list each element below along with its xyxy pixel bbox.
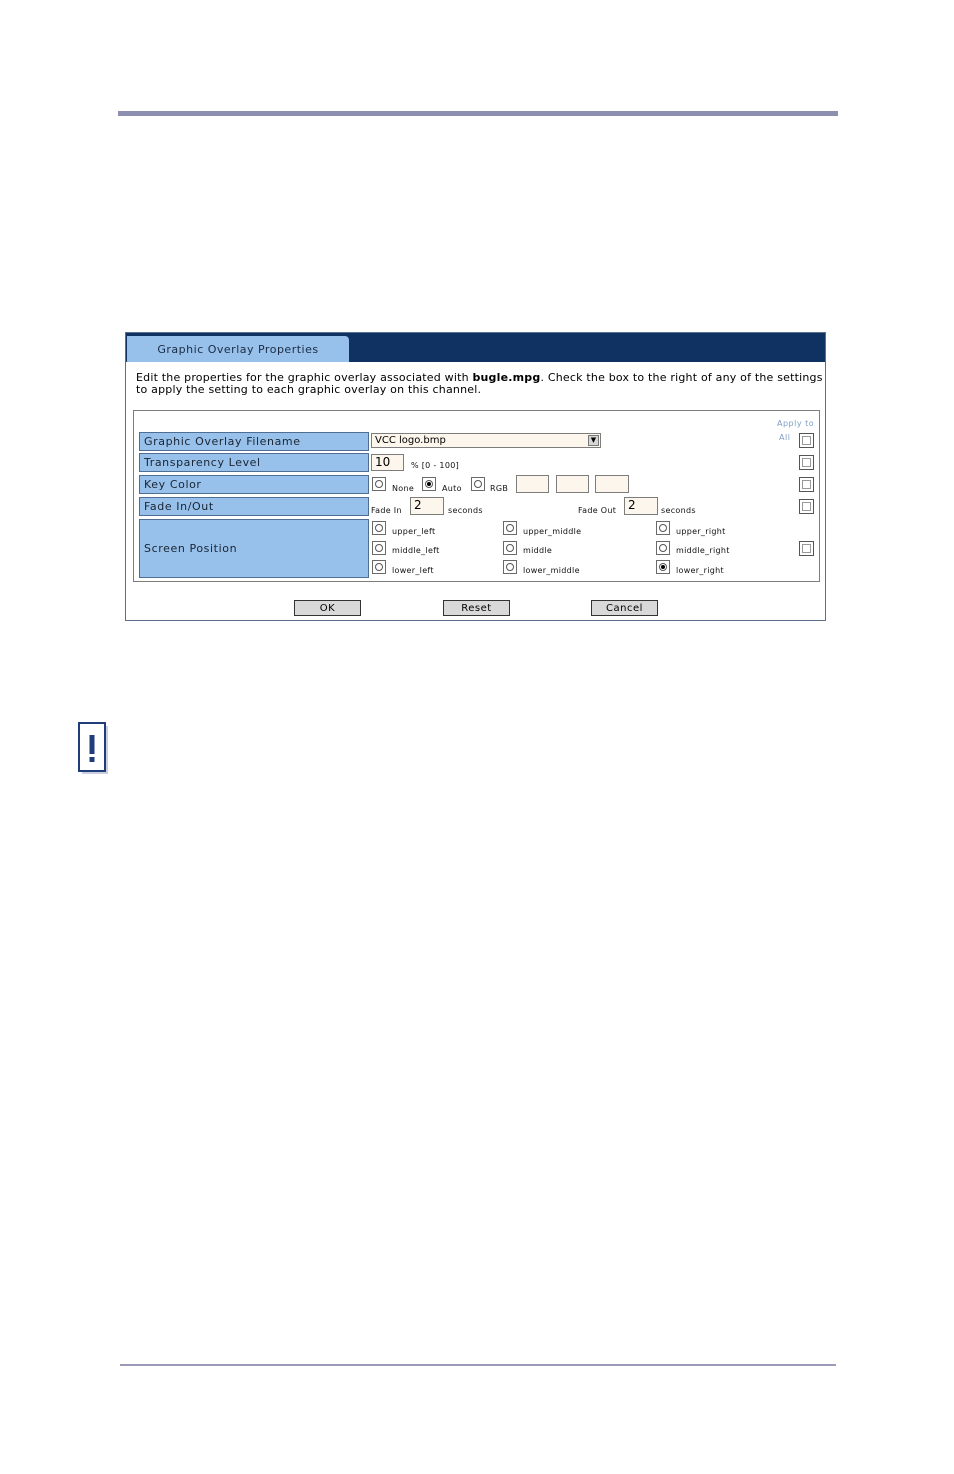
reset-button[interactable]: Reset — [443, 600, 510, 616]
position-lower-left-label: lower_left — [392, 566, 434, 575]
position-middle-right-label: middle_right — [676, 546, 730, 555]
screen-position-label: Screen Position — [139, 519, 369, 578]
cancel-button[interactable]: Cancel — [591, 600, 658, 616]
apply-all-key-color-checkbox[interactable] — [799, 477, 814, 492]
fade-out-label: Fade Out — [578, 506, 617, 515]
position-lower-right-label: lower_right — [676, 566, 724, 575]
fade-label: Fade In/Out — [139, 497, 369, 516]
position-upper-right-label: upper_right — [676, 527, 726, 536]
ok-button[interactable]: OK — [294, 600, 361, 616]
key-color-auto-label: Auto — [442, 484, 462, 493]
warning-note-icon — [78, 722, 108, 774]
key-color-rgb-label: RGB — [490, 484, 509, 493]
apply-all-position-checkbox[interactable] — [799, 541, 814, 556]
position-upper-middle-label: upper_middle — [523, 527, 582, 536]
intro-filename: bugle.mpg — [472, 371, 541, 384]
chevron-down-icon[interactable]: ▼ — [588, 435, 599, 446]
footer-rule — [120, 1364, 836, 1366]
rgb-green-input[interactable] — [556, 475, 589, 493]
fade-in-label: Fade In — [371, 506, 402, 515]
position-upper-left-label: upper_left — [392, 527, 436, 536]
filename-select-value: VCC logo.bmp — [375, 435, 446, 446]
tab-bar — [126, 333, 825, 362]
position-middle-label: middle — [523, 546, 553, 555]
key-color-none-radio[interactable] — [372, 477, 386, 491]
key-color-auto-radio[interactable] — [422, 477, 436, 491]
apply-all-transparency-checkbox[interactable] — [799, 455, 814, 470]
apply-to-label: Apply to — [777, 419, 815, 428]
key-color-label: Key Color — [139, 475, 369, 494]
key-color-rgb-radio[interactable] — [471, 477, 485, 491]
position-upper-middle-radio[interactable] — [503, 521, 517, 535]
properties-form — [133, 410, 820, 582]
filename-select[interactable] — [371, 433, 601, 448]
fade-out-seconds: seconds — [661, 506, 696, 515]
position-lower-middle-label: lower_middle — [523, 566, 580, 575]
header-rule — [118, 111, 838, 116]
apply-all-fade-checkbox[interactable] — [799, 499, 814, 514]
position-middle-radio[interactable] — [503, 541, 517, 555]
fade-in-input[interactable]: 2 — [410, 497, 444, 515]
position-lower-left-radio[interactable] — [372, 560, 386, 574]
apply-all-label: All — [779, 433, 791, 442]
position-middle-left-label: middle_left — [392, 546, 440, 555]
position-middle-left-radio[interactable] — [372, 541, 386, 555]
transparency-label: Transparency Level — [139, 453, 369, 472]
intro-text: Edit the properties for the graphic overlay associated with bugle.mpg. Check the box to the right of any of the settings to apply the setting to each graphic overlay on this channel. — [136, 371, 823, 396]
graphic-overlay-properties-panel — [125, 332, 826, 621]
position-upper-left-radio[interactable] — [372, 521, 386, 535]
transparency-hint: % [0 - 100] — [411, 461, 460, 470]
apply-all-filename-checkbox[interactable] — [799, 433, 814, 448]
transparency-input[interactable]: 10 — [371, 454, 404, 471]
fade-out-input[interactable]: 2 — [624, 497, 658, 515]
fade-in-seconds: seconds — [448, 506, 483, 515]
position-lower-middle-radio[interactable] — [503, 560, 517, 574]
position-lower-right-radio[interactable] — [656, 560, 670, 574]
position-middle-right-radio[interactable] — [656, 541, 670, 555]
key-color-none-label: None — [392, 484, 415, 493]
tab-graphic-overlay-properties[interactable]: Graphic Overlay Properties — [127, 336, 349, 362]
filename-label: Graphic Overlay Filename — [139, 432, 369, 451]
rgb-red-input[interactable] — [516, 475, 549, 493]
position-upper-right-radio[interactable] — [656, 521, 670, 535]
rgb-blue-input[interactable] — [595, 475, 629, 493]
